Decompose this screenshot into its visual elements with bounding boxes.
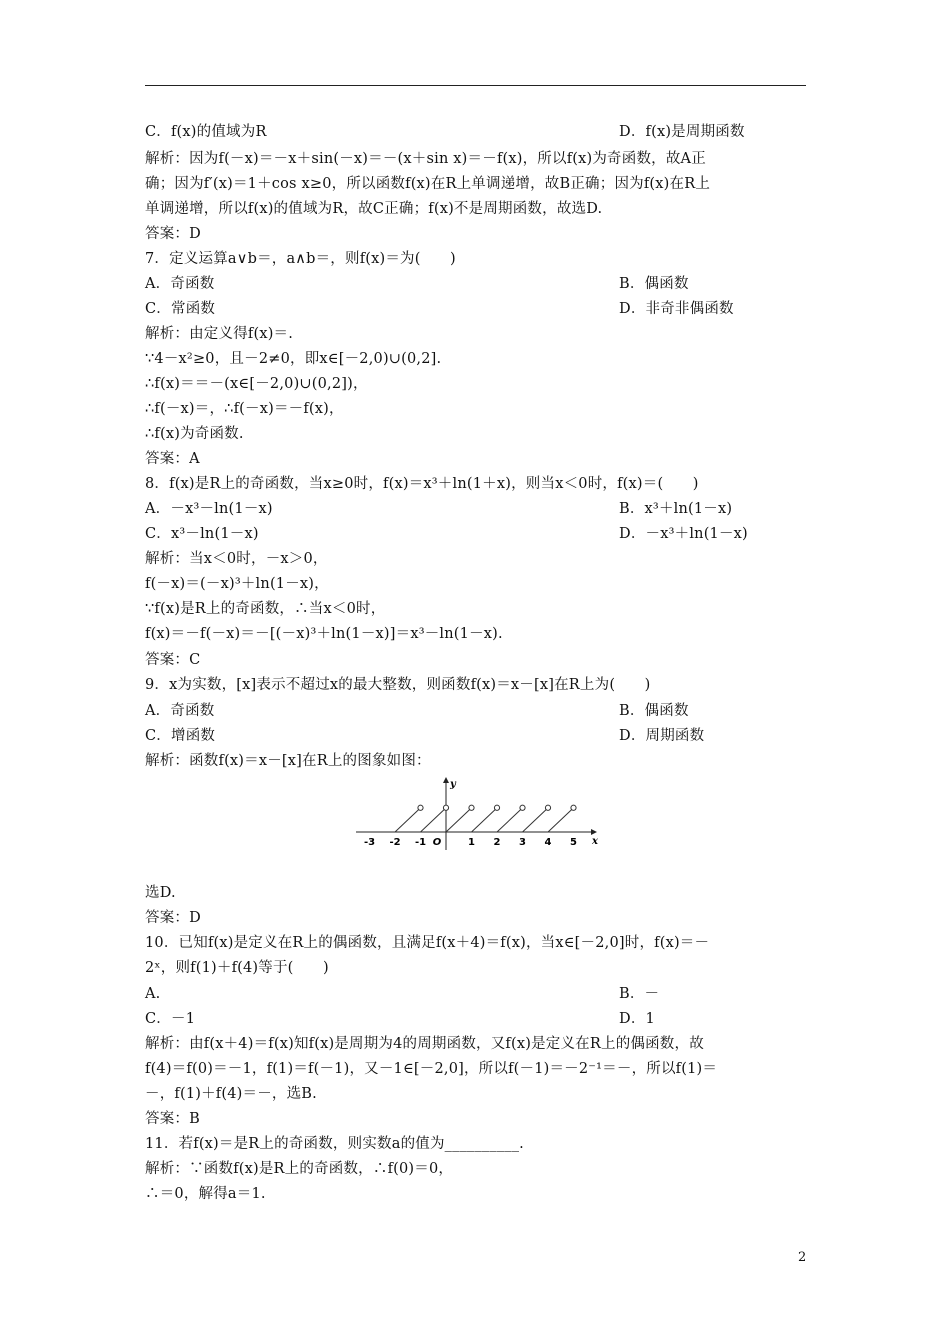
sawtooth-graph: [350, 772, 600, 856]
sawtooth-segment: [472, 810, 496, 832]
text-line: f(－x)＝(－x)³＋ln(1－x)，: [145, 576, 329, 592]
text-line: f(x)＝－f(－x)＝－[(－x)³＋ln(1－x)]＝x³－ln(1－x).: [145, 626, 503, 642]
option-text: B．偶函数: [619, 276, 689, 292]
sawtooth-segment: [395, 810, 419, 832]
option-text: B．偶函数: [619, 703, 689, 719]
question-line: 7．定义运算a∨b＝，a∧b＝，则f(x)＝为( ): [145, 251, 456, 267]
text-line: 解析：∵函数f(x)是R上的奇函数，∴f(0)＝0，: [145, 1161, 454, 1177]
graph-svg: [350, 772, 600, 852]
open-endpoint: [443, 805, 448, 810]
sawtooth-segment: [446, 810, 470, 832]
question-line: 11．若f(x)＝是R上的奇函数，则实数a的值为__________.: [145, 1136, 524, 1152]
option-text: C．f(x)的值域为R: [145, 124, 267, 140]
option-text: C．增函数: [145, 728, 216, 744]
text-line: 单调递增，所以f(x)的值域为R，故C正确；f(x)不是周期函数，故选D.: [145, 201, 603, 217]
option-text: C．x³－ln(1－x): [145, 526, 259, 542]
text-line: ∴f(x)＝＝－(x∈[－2,0)∪(0,2])，: [145, 376, 368, 392]
option-text: A．奇函数: [145, 276, 215, 292]
option-text: A．－x³－ln(1－x): [145, 501, 273, 517]
answer-line: 答案：C: [145, 652, 201, 668]
option-text: D．－x³＋ln(1－x): [619, 526, 748, 542]
tick-label: -2: [389, 837, 401, 848]
option-row: [145, 500, 733, 518]
text-line: －，f(1)＋f(4)＝－，选B.: [145, 1086, 317, 1102]
answer-line: 答案：D: [145, 910, 201, 926]
sawtooth-segment: [548, 810, 572, 832]
text-line: 确；因为f′(x)＝1＋cos x≥0，所以函数f(x)在R上单调递增，故B正确；因为f(x)在R上: [145, 176, 711, 192]
option-row: [145, 985, 660, 1003]
text-line: 选D.: [145, 885, 176, 901]
option-row: [145, 525, 748, 543]
text-line: ∴＝0，解得a＝1.: [145, 1186, 266, 1202]
text-line: 解析：当x＜0时，－x＞0，: [145, 551, 328, 567]
option-row: [145, 727, 705, 745]
open-endpoint: [545, 805, 550, 810]
option-row: [145, 123, 745, 141]
option-text: D．周期函数: [619, 728, 705, 744]
option-text: C．－1: [145, 1011, 196, 1027]
option-row: [145, 275, 689, 293]
option-text: D．1: [619, 1011, 655, 1027]
tick-label: 4: [544, 837, 552, 848]
text-line: ∵f(x)是R上的奇函数，∴当x＜0时，: [145, 601, 386, 617]
option-row: [145, 702, 689, 720]
option-row: [145, 300, 734, 318]
page-number: 2: [798, 1250, 807, 1265]
question-line: 9．x为实数，[x]表示不超过x的最大整数，则函数f(x)＝x－[x]在R上为( ): [145, 677, 651, 693]
question-line: 8．f(x)是R上的奇函数，当x≥0时，f(x)＝x³＋ln(1＋x)，则当x＜0时，f(x)＝( ): [145, 476, 699, 492]
text-line: ∴f(－x)＝，∴f(－x)＝－f(x)，: [145, 401, 344, 417]
answer-line: 答案：B: [145, 1111, 200, 1127]
tick-label: -3: [363, 837, 376, 848]
tick-label: O: [432, 837, 442, 848]
text-line: 解析：因为f(－x)＝－x＋sin(－x)＝－(x＋sin x)＝－f(x)，所以f(x)为奇函数，故A正: [145, 151, 706, 167]
text-line: ∴f(x)为奇函数.: [145, 426, 244, 442]
option-text: C．常函数: [145, 301, 216, 317]
answer-line: 答案：D: [145, 226, 201, 242]
sawtooth-segment: [421, 810, 445, 832]
sawtooth-segment: [497, 810, 521, 832]
option-text: A.: [145, 986, 161, 1002]
tick-labels: [364, 837, 577, 848]
question-line: 10．已知f(x)是定义在R上的偶函数，且满足f(x＋4)＝f(x)，当x∈[－2,0]时，f(x)＝－: [145, 935, 710, 951]
tick-label: 3: [519, 837, 526, 848]
x-axis-label: x: [592, 836, 598, 847]
option-text: D．非奇非偶函数: [619, 301, 734, 317]
text-line: ∵4－x²≥0，且－2≠0，即x∈[－2,0)∪(0,2].: [145, 351, 442, 367]
open-endpoint: [520, 805, 525, 810]
tick-label: 5: [570, 837, 577, 848]
option-row: [145, 1010, 655, 1028]
option-text: A．奇函数: [145, 703, 215, 719]
open-endpoint: [571, 805, 576, 810]
y-axis-label: y: [450, 779, 456, 790]
question-line: 2ˣ，则f(1)＋f(4)等于( ): [145, 960, 329, 976]
open-endpoint: [469, 805, 474, 810]
text-line: 解析：函数f(x)＝x－[x]在R上的图象如图：: [145, 753, 431, 769]
open-endpoint: [418, 805, 423, 810]
answer-line: 答案：A: [145, 451, 200, 467]
tick-label: 1: [468, 837, 475, 848]
sawtooth-segments: [395, 805, 576, 832]
option-text: B．－: [619, 986, 660, 1002]
text-line: 解析：由定义得f(x)＝.: [145, 326, 294, 342]
open-endpoint: [494, 805, 499, 810]
sawtooth-segment: [523, 810, 547, 832]
tick-label: -1: [414, 837, 427, 848]
text-line: f(4)＝f(0)＝－1，f(1)＝f(－1)，又－1∈[－2,0]，所以f(－1)＝－2⁻¹＝－，所以f(1)＝: [145, 1061, 718, 1077]
option-text: B．x³＋ln(1－x): [619, 501, 733, 517]
text-line: 解析：由f(x＋4)＝f(x)知f(x)是周期为4的周期函数，又f(x)是定义在R上的偶函数，故: [145, 1036, 704, 1052]
option-text: D．f(x)是周期函数: [619, 124, 745, 140]
tick-label: 2: [493, 837, 501, 848]
header-rule: [145, 85, 806, 86]
